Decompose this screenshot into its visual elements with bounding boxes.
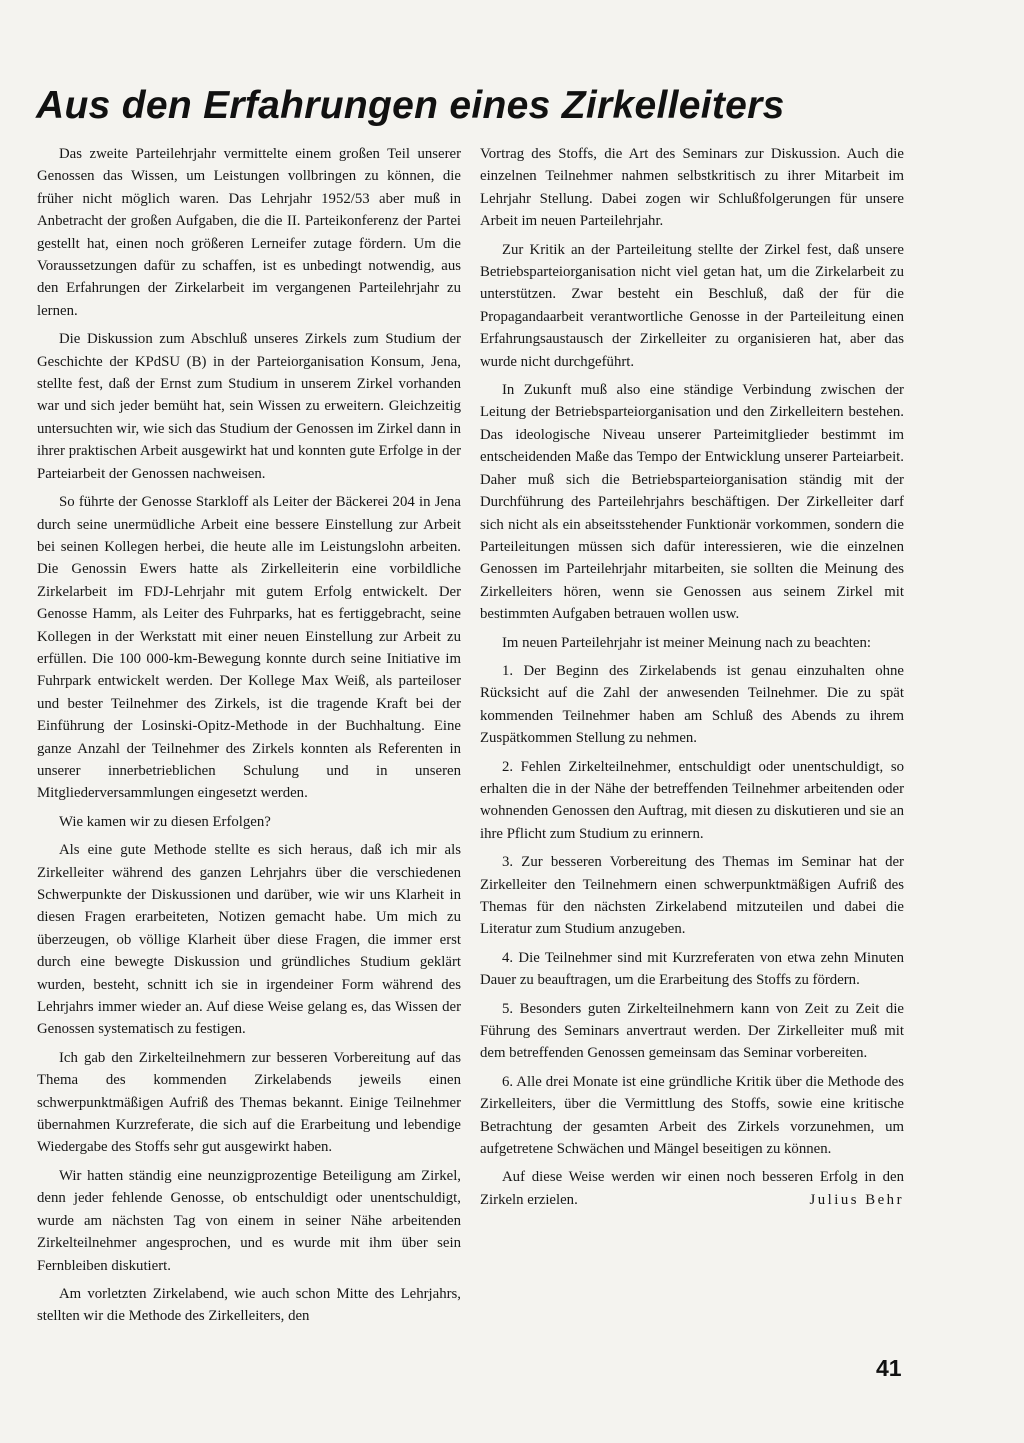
paragraph: Zur Kritik an der Parteileitung stellte der Zirkel fest, daß unsere Betriebsparteiorganisation nicht viel getan hat, um die Zirkelarbeit zu unterstützen. Zwar besteht ein Beschluß, daß der für die Propagandaarbeit verantwortliche Genosse in der Parteileitung einen Erfahrungsaustausch der Zirkelleiter zu organisieren hat, aber das wurde nicht durchgeführt. bbox=[480, 241, 904, 370]
article-title: Aus den Erfahrungen eines Zirkelleiters bbox=[36, 84, 785, 127]
paragraph: Im neuen Parteilehrjahr ist meiner Meinung nach zu beachten: bbox=[502, 634, 871, 651]
paragraph: Die Diskussion zum Abschluß unseres Zirkels zum Studium der Geschichte der KPdSU (B) in der Parteiorganisation Konsum, Jena, stellte fest, daß der Ernst zum Studium in unserem Zirkel vorhanden war und sich jeder bemüht hat, sein Wissen zu erweitern. Gleichzeitig untersuchten wir, wie sich das Studium der Genossen im Zirkel dann in ihrer praktischen Arbeit ausgewirkt hat und konnten gute Erfolge in der Parteiarbeit der Genossen nachweisen. bbox=[37, 331, 461, 482]
right-column bbox=[480, 143, 904, 1217]
list-item: 4. Die Teilnehmer sind mit Kurzreferaten von etwa zehn Minuten Dauer zu beauftragen, um die Erarbeitung des Stoffs zu fördern. bbox=[480, 949, 904, 989]
paragraph: Ich gab den Zirkelteilnehmern zur besseren Vorbereitung auf das Thema des kommenden Zirkelabends jeweils einen schwerpunktmäßigen Aufriß des Themas bekannt. Einige Teilnehmer übernahmen Kurzreferate, die sich auf die Erarbeitung und lebendige Wiedergabe des Stoffs sehr gut ausgewirkt haben. bbox=[37, 1049, 461, 1156]
closing-text: Auf diese Weise werden wir einen noch besseren Erfolg in den Zirkeln erzielen. bbox=[480, 1169, 904, 1208]
list-item: 6. Alle drei Monate ist eine gründliche Kritik über die Methode des Zirkelleiters, über die Vermittlung des Stoffs, sowie eine kritische Betrachtung der gesamten Arbeit des Zirkels vorzunehmen, um aufgetretene Schwächen und Mängel beseitigen zu können. bbox=[480, 1073, 904, 1158]
paragraph: Als eine gute Methode stellte es sich heraus, daß ich mir als Zirkelleiter während des ganzen Lehrjahrs über die verschiedenen Schwerpunkte der Diskussionen und darüber, wie wir uns Klarheit in diesen Fragen erarbeiteten, Notizen gemacht habe. Um mich zu überzeugen, ob völlige Klarheit über diese Fragen, die immer erst durch eine bewegte Diskussion und gründliches Studium geklärt wurden, besteht, schnitt ich sie in irgendeiner Form während des Lehrjahrs immer wieder an. Auf diese Weise gelang es, das Wissen der Genossen systematisch zu festigen. bbox=[37, 842, 461, 1038]
paragraph: In Zukunft muß also eine ständige Verbindung zwischen der Leitung der Betriebsparteiorganisation und den Zirkelleitern bestehen. Das ideologische Niveau unserer Parteimitglieder bestimmt im entscheidenden Maße das Tempo der Entwicklung unserer Parteiarbeit. Daher muß sich die Betriebsparteiorganisation ständig mit der Durchführung des Parteilehrjahrs beschäftigen. Der Zirkelleiter darf sich nicht als ein abseitsstehender Funktionär vorkommen, sondern die Parteileitungen müssen sich dafür interessieren, wie die einzelnen Genossen im Parteilehrjahr mitarbeiten, sie sollten die Meinung des Zirkelleiters hören, wenn sie Genossen aus seinem Zirkel mit bestimmten Aufgaben betrauen wollen usw. bbox=[480, 382, 904, 623]
author-signature: Julius Behr bbox=[809, 1191, 904, 1208]
paragraph: Wir hatten ständig eine neunzigprozentige Beteiligung am Zirkel, denn jeder fehlende Genosse, ob entschuldigt oder unentschuldigt, wurde am nächsten Tag von einem in seiner Nähe arbeitenden Zirkelteilnehmer angesprochen, und es wurde mit ihm über sein Fernbleiben diskutiert. bbox=[37, 1167, 461, 1274]
paragraph: So führte der Genosse Starkloff als Leiter der Bäckerei 204 in Jena durch seine unermüdliche Arbeit eine bessere Einstellung zur Arbeit bei seinen Kollegen herbei, die heute alle im Leistungslohn arbeiten. Die Genossin Ewers hatte als Zirkelleiterin eine vorbildliche Zirkelarbeit im FDJ-Lehrjahr mit gutem Erfolg entwickelt. Der Genosse Hamm, als Leiter des Fuhrparks, hat es fertiggebracht, seine Kollegen in der Werkstatt mit einer neuen Einstellung zur Arbeit zu erfüllen. Die 100 000-km-Bewegung konnte durch seine Initiative im Fuhrpark entwickelt werden. Der Kollege Max Weiß, als parteiloser und bester Teilnehmer des Zirkels, ist die tragende Kraft bei der Einführung der Losinski-Opitz-Methode in der Buchhaltung. Eine ganze Anzahl der Teilnehmer des Zirkels konnten als Referenten in unserer innerbetrieblichen Schulung und in unseren Mitgliederversammlungen eingesetzt werden. bbox=[37, 494, 461, 802]
page-number: 41 bbox=[876, 1355, 902, 1381]
left-column bbox=[37, 143, 461, 1334]
paragraph: Vortrag des Stoffs, die Art des Seminars zur Diskussion. Auch die einzelnen Teilnehmer nahmen selbstkritisch zu ihrer Mitarbeit im Lehrjahr Stellung. Dabei zogen wir Schlußfolgerungen für unsere Arbeit im neuen Parteilehrjahr. bbox=[480, 146, 904, 230]
list-item: 5. Besonders guten Zirkelteilnehmern kann von Zeit zu Zeit die Führung des Seminars anvertraut werden. Der Zirkelleiter muß mit dem betreffenden Genossen gemeinsam das Seminar vorbereiten. bbox=[480, 1000, 904, 1062]
list-item: 1. Der Beginn des Zirkelabends ist genau einzuhalten ohne Rücksicht auf die Zahl der anwesenden Teilnehmer. Die zu spät kommenden Teilnehmer haben am Schluß des Abends zu ihrem Zuspätkommen Stellung zu nehmen. bbox=[480, 662, 904, 747]
paragraph: Wie kamen wir zu diesen Erfolgen? bbox=[59, 813, 271, 830]
paragraph: Am vorletzten Zirkelabend, wie auch schon Mitte des Lehrjahrs, stellten wir die Methode des Zirkelleiters, den bbox=[37, 1285, 461, 1325]
paragraph: Das zweite Parteilehrjahr vermittelte einem großen Teil unserer Genossen das Wissen, um Leistungen vollbringen zu können, die früher nicht möglich waren. Das Lehrjahr 1952/53 aber muß in Anbetracht der großen Aufgaben, die die II. Parteikonferenz der Partei gestellt hat, einen noch größeren Lerneifer zutage fördern. Um die Voraussetzungen dafür zu schaffen, ist es unbedingt notwendig, aus den Erfahrungen der Zirkelarbeit im vergangenen Parteilehrjahr zu lernen. bbox=[37, 146, 461, 319]
list-item: 2. Fehlen Zirkelteilnehmer, entschuldigt oder unentschuldigt, so erhalten die in der Nähe der betreffenden Teilnehmer arbeitenden oder wohnenden Genossen den Auftrag, mit diesen zu diskutieren und sie an ihre Pflicht zum Studium zu erinnern. bbox=[480, 758, 904, 842]
list-item: 3. Zur besseren Vorbereitung des Themas im Seminar hat der Zirkelleiter den Teilnehmern einen schwerpunktmäßigen Aufriß des Themas für den nächsten Zirkelabend mitzuteilen und dabei die Literatur zum Studium anzugeben. bbox=[480, 854, 904, 938]
closing-paragraph bbox=[480, 1166, 904, 1211]
